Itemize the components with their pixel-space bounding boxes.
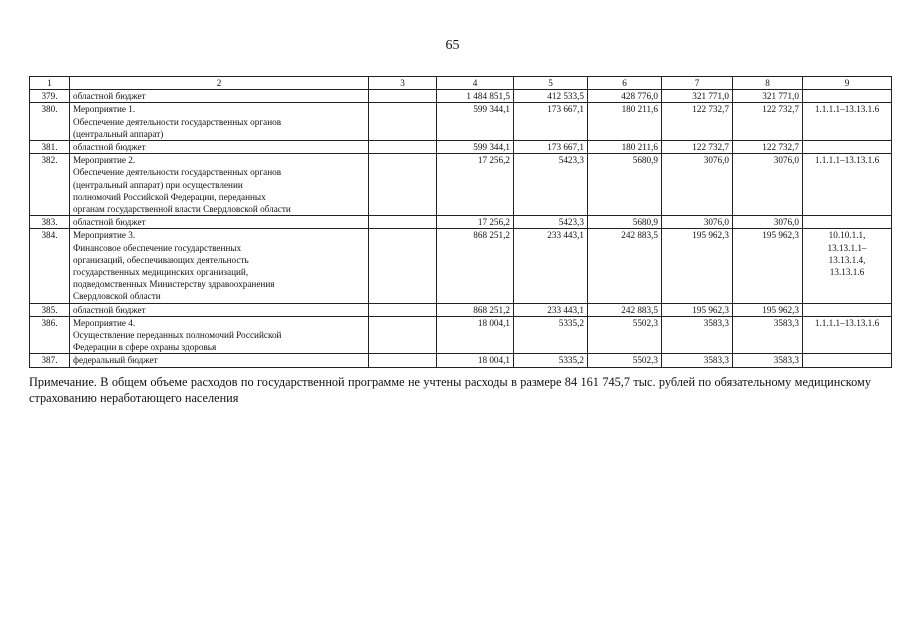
- column-8-value: 3583,3: [733, 354, 803, 367]
- column-6-value: 180 211,6: [588, 141, 662, 154]
- column-4-value: 17 256,2: [437, 154, 514, 216]
- item-name-cell: [70, 141, 369, 154]
- row-number-cell: 379.: [30, 90, 70, 103]
- column-3-cell: [369, 354, 437, 367]
- column-5-value: 5335,2: [514, 316, 588, 354]
- target-reference-line: 13.13.1.6: [829, 267, 865, 278]
- table-header-row: [30, 77, 892, 90]
- table-row: [30, 303, 892, 316]
- column-7-value: 122 732,7: [662, 141, 733, 154]
- footnote: Примечание. В общем объеме расходов по государственной программе не учтены расходы в размере 84 161 745,7 тыс. рублей по обязательному медицинскому страхованию неработающего населения: [29, 375, 871, 405]
- column-4-value: 868 251,2: [437, 303, 514, 316]
- table-row: [30, 90, 892, 103]
- target-reference-line: 10.10.1.1,: [828, 230, 866, 241]
- item-name-line: Мероприятие 2.: [73, 155, 136, 166]
- row-number-cell: 384.: [30, 229, 70, 303]
- column-8-value: 3076,0: [733, 216, 803, 229]
- item-name-line: Обеспечение деятельности государственных органов: [73, 167, 282, 178]
- column-5-value: 233 443,1: [514, 303, 588, 316]
- row-number-cell: 385.: [30, 303, 70, 316]
- table-row: [30, 103, 892, 141]
- column-3-cell: [369, 103, 437, 141]
- column-7-value: 122 732,7: [662, 103, 733, 141]
- target-reference-line: 13.13.1.4,: [828, 254, 866, 265]
- item-name-line: областной бюджет: [73, 304, 146, 315]
- item-name-line: Финансовое обеспечение государственных: [73, 242, 242, 253]
- target-reference-cell: [803, 103, 892, 141]
- column-4-value: 18 004,1: [437, 354, 514, 367]
- item-name-line: подведомственных Министерству здравоохранения: [73, 279, 275, 290]
- column-6-value: 180 211,6: [588, 103, 662, 141]
- header-cell: 5: [514, 77, 588, 90]
- item-name-line: областной бюджет: [73, 142, 146, 153]
- item-name-cell: [70, 154, 369, 216]
- target-reference-cell: [803, 141, 892, 154]
- column-8-value: 3583,3: [733, 316, 803, 354]
- column-6-value: 5502,3: [588, 354, 662, 367]
- column-3-cell: [369, 229, 437, 303]
- table-row: [30, 154, 892, 216]
- target-reference-line: 1.1.1.1–13.13.1.6: [814, 104, 880, 115]
- column-6-value: 5680,9: [588, 216, 662, 229]
- column-4-value: 18 004,1: [437, 316, 514, 354]
- budget-table: [29, 76, 892, 368]
- item-name-line: Федерации в сфере охраны здоровья: [73, 342, 217, 353]
- header-cell: 7: [662, 77, 733, 90]
- header-cell: 9: [803, 77, 892, 90]
- column-7-value: 3583,3: [662, 354, 733, 367]
- row-number-cell: 387.: [30, 354, 70, 367]
- item-name-line: федеральный бюджет: [73, 355, 158, 366]
- row-number-cell: 381.: [30, 141, 70, 154]
- item-name-line: Свердловской области: [73, 291, 161, 302]
- item-name-line: областной бюджет: [73, 217, 146, 228]
- target-reference-line: 1.1.1.1–13.13.1.6: [814, 155, 880, 166]
- item-name-line: Мероприятие 3.: [73, 230, 136, 241]
- table-row: [30, 316, 892, 354]
- column-8-value: 122 732,7: [733, 103, 803, 141]
- column-5-value: 5423,3: [514, 154, 588, 216]
- column-6-value: 5502,3: [588, 316, 662, 354]
- column-8-value: 195 962,3: [733, 229, 803, 303]
- column-6-value: 428 776,0: [588, 90, 662, 103]
- column-7-value: 3583,3: [662, 316, 733, 354]
- column-5-value: 233 443,1: [514, 229, 588, 303]
- item-name-line: полномочий Российской Федерации, переданных: [73, 191, 266, 202]
- column-8-value: 195 962,3: [733, 303, 803, 316]
- target-reference-cell: [803, 229, 892, 303]
- header-cell: 2: [70, 77, 369, 90]
- row-number-cell: 382.: [30, 154, 70, 216]
- table-row: [30, 354, 892, 367]
- item-name-cell: [70, 90, 369, 103]
- column-3-cell: [369, 316, 437, 354]
- target-reference-cell: [803, 154, 892, 216]
- column-7-value: 3076,0: [662, 216, 733, 229]
- target-reference-cell: [803, 316, 892, 354]
- target-reference-cell: [803, 90, 892, 103]
- item-name-cell: [70, 316, 369, 354]
- item-name-line: областной бюджет: [73, 91, 146, 102]
- column-4-value: 599 344,1: [437, 141, 514, 154]
- target-reference-line: 1.1.1.1–13.13.1.6: [814, 317, 880, 328]
- column-4-value: 17 256,2: [437, 216, 514, 229]
- column-3-cell: [369, 154, 437, 216]
- item-name-line: (центральный аппарат): [73, 128, 164, 139]
- table-body: [30, 77, 892, 368]
- row-number-cell: 386.: [30, 316, 70, 354]
- column-3-cell: [369, 303, 437, 316]
- target-reference-cell: [803, 354, 892, 367]
- item-name-line: (центральный аппарат) при осуществлении: [73, 179, 243, 190]
- header-cell: 3: [369, 77, 437, 90]
- column-5-value: 412 533,5: [514, 90, 588, 103]
- target-reference-cell: [803, 303, 892, 316]
- column-4-value: 1 484 851,5: [437, 90, 514, 103]
- target-reference-line: 13.13.1.1–: [827, 242, 867, 253]
- item-name-line: государственных медицинских организаций,: [73, 267, 249, 278]
- item-name-line: Мероприятие 4.: [73, 317, 136, 328]
- column-4-value: 599 344,1: [437, 103, 514, 141]
- item-name-cell: [70, 216, 369, 229]
- column-8-value: 321 771,0: [733, 90, 803, 103]
- table-row: [30, 141, 892, 154]
- header-cell: 4: [437, 77, 514, 90]
- header-cell: 8: [733, 77, 803, 90]
- column-5-value: 173 667,1: [514, 141, 588, 154]
- column-3-cell: [369, 90, 437, 103]
- item-name-cell: [70, 303, 369, 316]
- column-5-value: 5423,3: [514, 216, 588, 229]
- header-cell: 6: [588, 77, 662, 90]
- column-6-value: 5680,9: [588, 154, 662, 216]
- column-7-value: 195 962,3: [662, 303, 733, 316]
- item-name-cell: [70, 354, 369, 367]
- column-3-cell: [369, 141, 437, 154]
- column-7-value: 3076,0: [662, 154, 733, 216]
- column-7-value: 321 771,0: [662, 90, 733, 103]
- column-4-value: 868 251,2: [437, 229, 514, 303]
- page-number: 65: [445, 38, 460, 53]
- column-6-value: 242 883,5: [588, 229, 662, 303]
- column-6-value: 242 883,5: [588, 303, 662, 316]
- column-3-cell: [369, 216, 437, 229]
- row-number-cell: 380.: [30, 103, 70, 141]
- item-name-line: органам государственной власти Свердловской области: [73, 204, 291, 215]
- column-5-value: 173 667,1: [514, 103, 588, 141]
- item-name-line: организаций, обеспечивающих деятельность: [73, 254, 249, 265]
- target-reference-cell: [803, 216, 892, 229]
- column-5-value: 5335,2: [514, 354, 588, 367]
- table-row: [30, 216, 892, 229]
- column-8-value: 122 732,7: [733, 141, 803, 154]
- column-8-value: 3076,0: [733, 154, 803, 216]
- item-name-line: Мероприятие 1.: [73, 104, 136, 115]
- item-name-cell: [70, 103, 369, 141]
- table-row: [30, 229, 892, 303]
- item-name-line: Обеспечение деятельности государственных органов: [73, 116, 282, 127]
- item-name-line: Осуществление переданных полномочий Российской: [73, 330, 282, 341]
- column-7-value: 195 962,3: [662, 229, 733, 303]
- row-number-cell: 383.: [30, 216, 70, 229]
- item-name-cell: [70, 229, 369, 303]
- header-cell: 1: [30, 77, 70, 90]
